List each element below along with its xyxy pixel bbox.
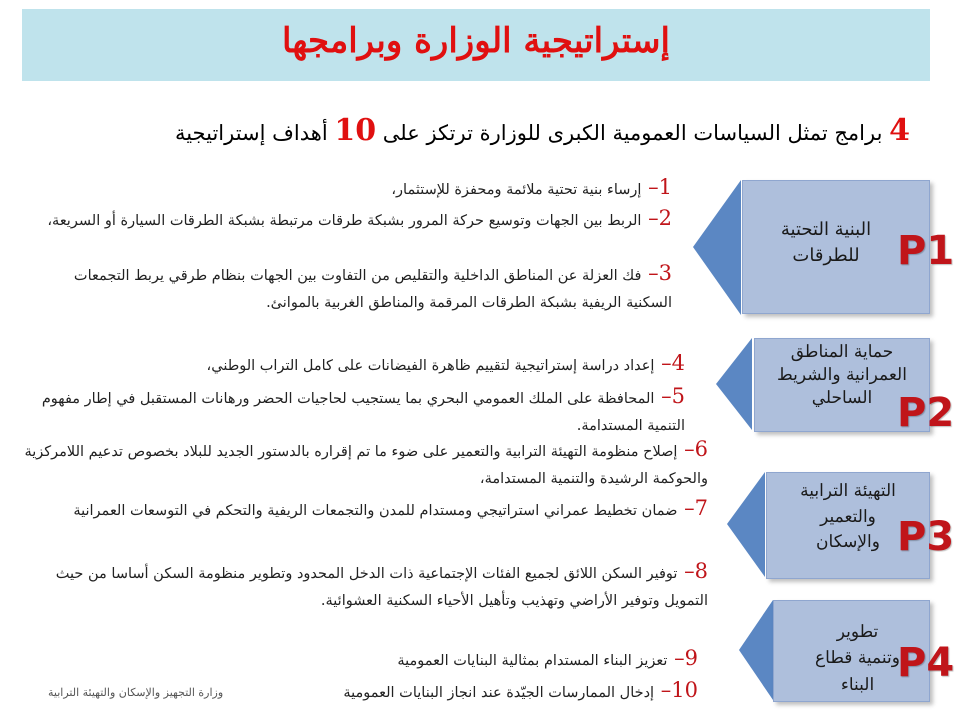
goal-text: المحافظة على الملك العمومي البحري بما يستجيب لحاجيات الحضر ورهانات المستقبل في إطار مفهوم التنمية المستدامة.: [41, 391, 685, 434]
subtitle-text-b: أهداف إستراتيجية: [174, 121, 335, 145]
goal-number: 3: [658, 261, 672, 285]
goal-text: إدخال الممارسات الجيّدة عند انجاز البنايات العمومية: [343, 685, 655, 701]
programs-count: 4: [889, 113, 910, 148]
title-banner: [22, 9, 930, 81]
goal-number: 9: [684, 646, 698, 670]
page-title: إستراتيجية الوزارة وبرامجها: [282, 21, 670, 61]
goal-number: 5: [671, 384, 685, 408]
goal-number: 4: [671, 351, 685, 375]
goal-item: 2– الربط بين الجهات وتوسيع حركة المرور بشبكة طرقات مرتبطة بشبكة الطرقات السيارة أو السريعة،: [47, 206, 672, 230]
goal-item: 6– إصلاح منظومة التهيئة الترابية والتعمير على ضوء ما تم إقراره بالدستور الجديد للبلاد بخصوص تدعيم اللامركزية والحوكمة الرشيدة والتنمية المستدامة،: [24, 437, 708, 487]
goals-count: 10: [334, 113, 377, 148]
goal-number: 7: [694, 496, 708, 520]
subtitle-text-a: برامج تمثل السياسات العمومية الكبرى للوزارة ترتكز على: [376, 121, 890, 145]
goal-text: تعزيز البناء المستدام بمثالية البنايات العمومية: [397, 653, 668, 669]
program-code-p1: P1: [897, 228, 955, 274]
goal-item: 5– المحافظة على الملك العمومي البحري بما يستجيب لحاجيات الحضر ورهانات المستقبل في إطار مفهوم التنمية المستدامة.: [41, 384, 685, 434]
goal-text: فك العزلة عن المناطق الداخلية والتقليص من التفاوت بين الجهات بنظام طرقي يربط التجمعات السكنية الريفية بشبكة الطرقات المرقمة والمناطق الغربية بالموانئ.: [73, 268, 672, 311]
arrow-p4: [739, 600, 775, 700]
goal-number: 10: [671, 678, 698, 702]
goal-item: 3– فك العزلة عن المناطق الداخلية والتقليص من التفاوت بين الجهات بنظام طرقي يربط التجمعات السكنية الريفية بشبكة الطرقات المرقمة والمناطق الغربية بالموانئ.: [73, 261, 672, 311]
goal-number: 8: [694, 559, 708, 583]
program-label-p3: التهيئة الترابية والتعمير والإسكان: [800, 481, 896, 552]
goal-item: 7– ضمان تخطيط عمراني استراتيجي ومستدام للمدن والتجمعات الريفية والتحكم في التوسعات العمرانية: [73, 496, 708, 520]
goal-number: 1: [658, 175, 672, 199]
program-code-p2: P2: [897, 390, 955, 436]
goal-item: 10– إدخال الممارسات الجيّدة عند انجاز البنايات العمومية: [343, 678, 698, 702]
arrow-p1: [693, 180, 743, 315]
goal-item: 4– إعداد دراسة إستراتيجية لتقييم ظاهرة الفيضانات على كامل التراب الوطني،: [206, 351, 685, 375]
goal-text: توفير السكن اللائق لجميع الفئات الإجتماعية ذات الدخل المحدود وتطوير منظومة السكن أساسا من حيث التمويل وتوفير الأراضي وتهذيب وتأهيل الأحياء السكنية العشوائية.: [55, 566, 708, 609]
goal-item: 9– تعزيز البناء المستدام بمثالية البنايات العمومية: [397, 646, 698, 670]
goal-text: الربط بين الجهات وتوسيع حركة المرور بشبكة طرقات مرتبطة بشبكة الطرقات السيارة أو السريعة،: [47, 213, 642, 229]
arrow-p3: [727, 472, 767, 577]
goal-number: 2: [658, 206, 672, 230]
goal-item: 1– إرساء بنية تحتية ملائمة ومحفزة للإستثمار،: [391, 175, 672, 199]
goal-text: إصلاح منظومة التهيئة الترابية والتعمير على ضوء ما تم إقراره بالدستور الجديد للبلاد بخصوص تدعيم اللامركزية والحوكمة الرشيدة والتنمية المستدامة،: [24, 444, 708, 487]
program-code-p3: P3: [897, 514, 955, 560]
program-label-p1: البنية التحتية للطرقات: [780, 219, 872, 267]
program-label-p4: تطوير وتنمية قطاع البناء: [815, 622, 900, 695]
goal-text: ضمان تخطيط عمراني استراتيجي ومستدام للمدن والتجمعات الريفية والتحكم في التوسعات العمرانية: [73, 503, 678, 519]
arrow-p2: [716, 338, 754, 430]
goal-text: إعداد دراسة إستراتيجية لتقييم ظاهرة الفيضانات على كامل التراب الوطني،: [206, 358, 655, 374]
program-code-p4: P4: [897, 640, 955, 686]
subtitle: [50, 113, 910, 148]
footer-ministry: وزارة التجهيز والإسكان والتهيئة الترابية: [48, 686, 224, 699]
program-label-p2: حماية المناطق العمرانية والشريط الساحلي: [777, 342, 907, 408]
goal-number: 6: [694, 437, 708, 461]
goal-item: 8– توفير السكن اللائق لجميع الفئات الإجتماعية ذات الدخل المحدود وتطوير منظومة السكن أساسا من حيث التمويل وتوفير الأراضي وتهذيب وتأهيل الأحياء السكنية العشوائية.: [55, 559, 708, 609]
goal-text: إرساء بنية تحتية ملائمة ومحفزة للإستثمار،: [391, 182, 642, 198]
